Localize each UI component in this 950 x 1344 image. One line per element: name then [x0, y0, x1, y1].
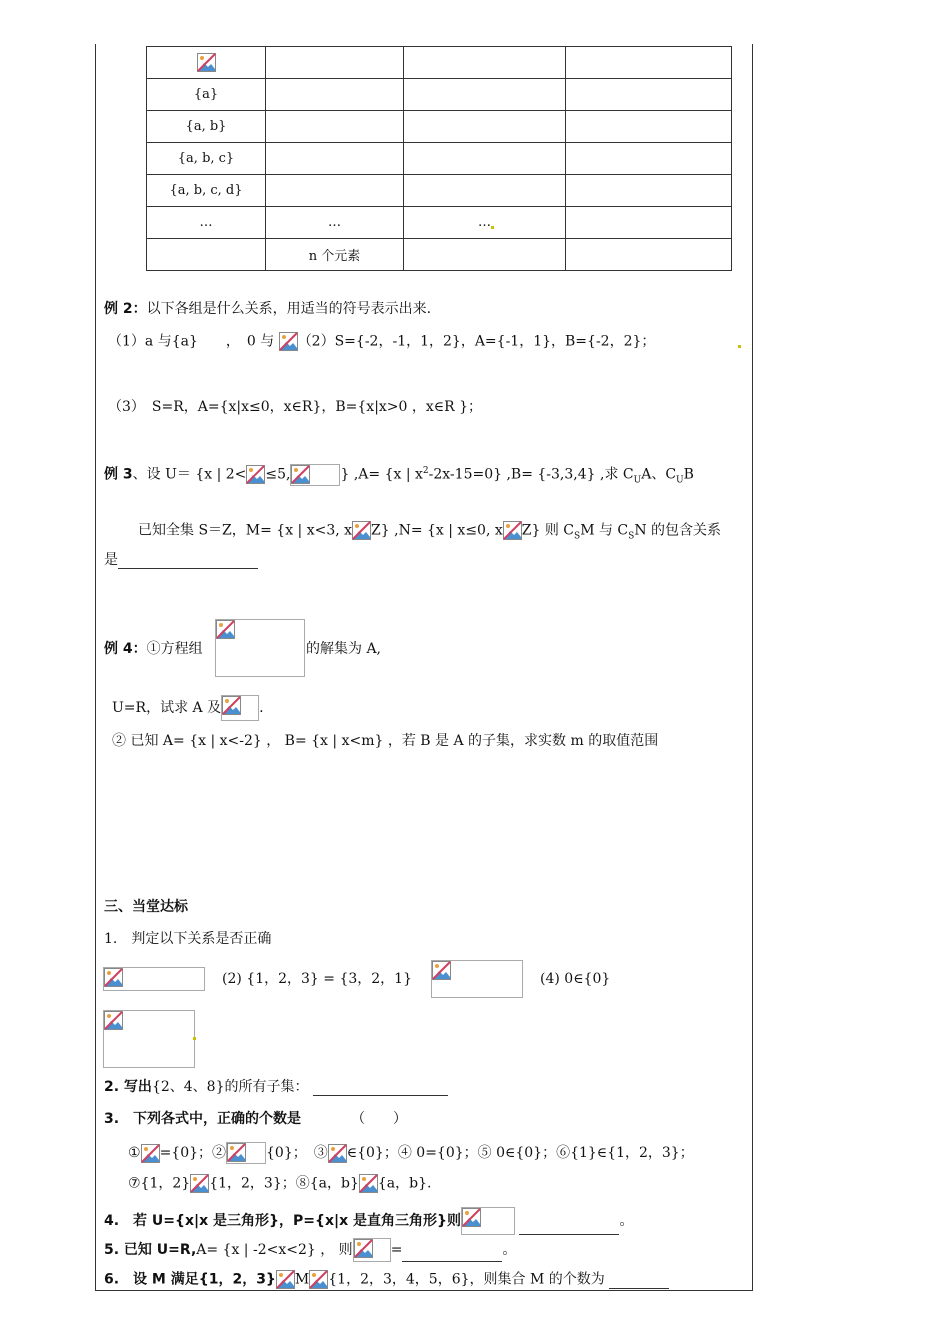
table-cell — [266, 47, 404, 79]
question-3: 3. 下列各式中，正确的个数是 （ ） — [104, 1111, 408, 1127]
example-3-line-3: 是 — [104, 551, 258, 569]
q1-item-1-image — [103, 967, 205, 991]
example-4-line-2: U=R，试求 A 及 . — [112, 695, 264, 721]
table-cell: {a, b} — [147, 111, 266, 143]
question-3-line-2: ⑦{1，2} {1，2，3}；⑧{a，b} {a，b}. — [128, 1175, 432, 1192]
table-cell — [404, 143, 566, 175]
stray-mark — [491, 226, 494, 229]
table-cell: … — [404, 207, 566, 239]
table-cell — [404, 239, 566, 271]
example-2-line-3: （3） S=R，A={x|x≤0，x∈R}，B={x|x>0 ，x∈R }； — [108, 399, 483, 415]
table-cell — [147, 239, 266, 271]
table-cell: n 个元素 — [266, 239, 404, 271]
q1-item-3-image — [431, 960, 523, 998]
table-cell: … — [147, 207, 266, 239]
question-2: 2. 写出{2、4、8}的所有子集： — [104, 1078, 448, 1096]
broken-image-icon — [290, 464, 340, 486]
example-2-title: 例 2：以下各组是什么关系，用适当的符号表示出来. — [104, 301, 432, 317]
example-4-line-1: 例 4：①方程组 — [104, 641, 203, 657]
table-row — [147, 175, 732, 207]
section-3-title: 三、当堂达标 — [104, 899, 188, 915]
example-2-line-1: （1）a 与{a} ， 0 与 （2）S={-2，-1，1，2}，A={-1，1}，B={-2，2}； — [108, 333, 656, 350]
table-cell: {a} — [147, 79, 266, 111]
q1-item-4: (4) 0∈{0} — [540, 971, 611, 987]
q1-item-2: (2) {1，2，3} = {3，2，1} — [222, 971, 412, 987]
question-3-line-1: ① ={0}；② {0}； ③ ∈{0}；④ 0={0}；⑤ 0∈{0}；⑥{1}∈{1，2，3}； — [128, 1142, 694, 1164]
table-cell — [266, 143, 404, 175]
table-cell — [404, 47, 566, 79]
table-cell — [566, 175, 732, 207]
table-row — [147, 239, 732, 271]
q1-item-5-image — [103, 1010, 195, 1068]
table-cell — [566, 239, 732, 271]
broken-image-icon — [328, 1144, 347, 1163]
table-cell — [147, 47, 266, 79]
broken-image-icon — [197, 53, 216, 72]
broken-image-icon — [246, 465, 265, 484]
broken-image-icon — [432, 961, 451, 980]
table-row — [147, 143, 732, 175]
question-1: 1. 判定以下关系是否正确 — [104, 931, 272, 947]
table-cell — [566, 143, 732, 175]
broken-image-icon — [221, 695, 259, 721]
broken-image-icon — [216, 620, 235, 639]
table-cell — [266, 111, 404, 143]
table-row — [147, 207, 732, 239]
answer-blank[interactable] — [118, 568, 258, 569]
table-cell: {a, b, c, d} — [147, 175, 266, 207]
table-cell — [566, 111, 732, 143]
equation-system-image — [215, 619, 305, 677]
table-row — [147, 47, 732, 79]
broken-image-icon — [226, 1142, 266, 1164]
broken-image-icon — [190, 1174, 209, 1193]
question-6: 6. 设 M 满足{1，2，3} M {1，2，3，4，5，6}，则集合 M 的个数为 — [104, 1270, 669, 1289]
table-cell: {a, b, c} — [147, 143, 266, 175]
table-cell — [566, 47, 732, 79]
answer-blank[interactable] — [519, 1234, 619, 1235]
broken-image-icon — [309, 1270, 328, 1289]
table-cell — [266, 79, 404, 111]
broken-image-icon — [104, 1011, 123, 1030]
broken-image-icon — [352, 521, 371, 540]
broken-image-icon — [461, 1207, 515, 1235]
broken-image-icon — [104, 968, 123, 987]
broken-image-icon — [359, 1174, 378, 1193]
answer-blank[interactable] — [313, 1095, 448, 1096]
broken-image-icon — [141, 1144, 160, 1163]
table-row — [147, 111, 732, 143]
stray-mark — [193, 1037, 196, 1040]
answer-blank[interactable] — [402, 1261, 502, 1262]
example-3-line-2: 已知全集 S＝Z，M= {x | x<3, x Z} ,N= {x | x≤0, x Z} 则 $C_SM$ 与 $C_SN$ 的包含关系 — [138, 522, 722, 542]
broken-image-icon — [279, 332, 298, 351]
table-cell — [404, 79, 566, 111]
table-cell — [404, 111, 566, 143]
table-cell: … — [266, 207, 404, 239]
stray-mark — [738, 345, 741, 348]
example-3-line-1: 例 3、设 U＝ {x | 2< ≤5, } ,A= {x | $x^2-2x-15=0$} ,B= {-3,3,4} ,求 $C_UA$、$C_UB$ — [104, 462, 694, 489]
question-4: 4. 若 U={x|x 是三角形}，P={x|x 是直角三角形}则 。 — [104, 1207, 633, 1235]
broken-image-icon — [353, 1238, 391, 1262]
answer-blank[interactable] — [609, 1288, 669, 1289]
example-4-line-3: ② 已知 A= {x | x<-2} ， B= {x | x<m} ，若 B 是 A 的子集，求实数 m 的取值范围 — [112, 733, 659, 749]
table-cell — [266, 175, 404, 207]
broken-image-icon — [276, 1270, 295, 1289]
table-cell — [404, 175, 566, 207]
subset-count-table — [146, 46, 732, 271]
example-4-line-1-end: 的解集为 A, — [306, 641, 382, 657]
question-5: 5. 已知 U=R,A= {x | -2<x<2} ， 则 = 。 — [104, 1238, 516, 1262]
table-cell — [566, 79, 732, 111]
table-cell — [566, 207, 732, 239]
table-row — [147, 79, 732, 111]
broken-image-icon — [503, 521, 522, 540]
